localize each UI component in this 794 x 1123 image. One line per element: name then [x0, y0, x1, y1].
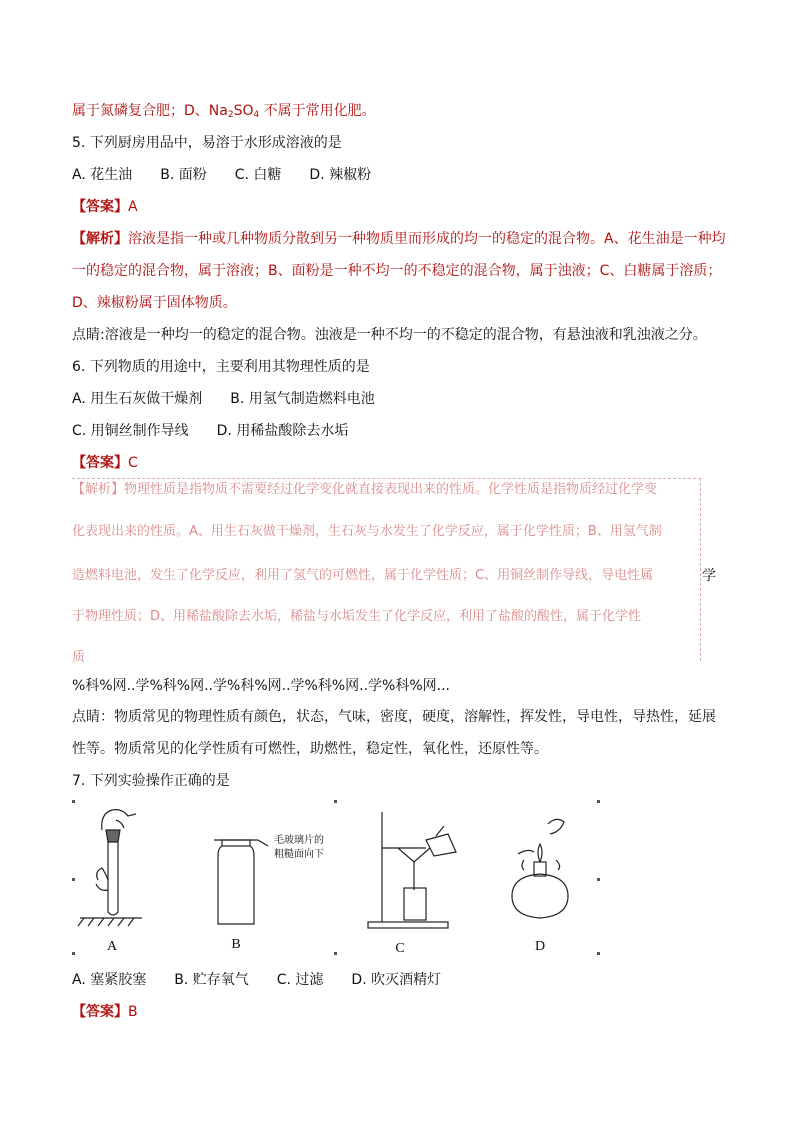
lab-operations-figure — [72, 800, 600, 960]
watermark-text: %科%网..学%科%网..学%科%网..学%科%网..学%科%网... — [72, 678, 450, 694]
figure-label-a: A — [106, 939, 118, 954]
question-6-analysis-1: 【解析】物理性质是指物质不需要经过化学变化就直接表现出来的性质。化学性质是指物质经过化学变 — [72, 482, 658, 497]
question-6-tip-2: 性等。物质常见的化学性质有可燃性，助燃性，稳定性，氧化性，还原性等。 — [72, 741, 548, 757]
filtration-drawing — [368, 812, 456, 928]
question-7: 7. 下列实验操作正确的是 — [72, 773, 230, 789]
lab-drawings — [72, 800, 600, 956]
question-6: 6. 下列物质的用途中，主要利用其物理性质的是 — [72, 359, 370, 375]
question-6-analysis-2: 化表现出来的性质。A、用生石灰做干燥剂，生石灰与水发生了化学反应，属于化学性质；B、用氢气制 — [72, 524, 662, 539]
gas-jar-drawing — [214, 840, 268, 924]
question-5-tip: 点睛:溶液是一种均一的稳定的混合物。浊液是一种不均一的不稳定的混合物，有悬浊液和乳浊液之分。 — [72, 327, 707, 343]
image-handle — [334, 952, 337, 955]
alcohol-lamp-drawing — [512, 819, 568, 918]
bottle-note-1: 毛玻璃片的 — [274, 835, 324, 846]
image-handle — [72, 952, 75, 955]
question-6-analysis-3: 造燃料电池，发生了化学反应，利用了氢气的可燃性，属于化学性质；C、用铜丝制作导线，导电性属 — [72, 568, 654, 583]
question-7-answer: 【答案】B — [72, 1004, 138, 1020]
bottle-note-2: 粗糙面向下 — [274, 849, 324, 860]
question-6-tip-1: 点睛：物质常见的物理性质有颜色，状态，气味，密度，硬度，溶解性，挥发性，导电性，导热性，延展 — [72, 709, 716, 725]
image-handle — [597, 952, 600, 955]
question-5: 5. 下列厨房用品中，易溶于水形成溶液的是 — [72, 135, 342, 151]
question-6-analysis-4: 于物理性质；D、用稀盐酸除去水垢，稀盐与水垢发生了化学反应，利用了盐酸的酸性，属于化学性 — [72, 609, 642, 624]
test-tube-stopper-drawing — [78, 810, 142, 926]
question-5-options: A. 花生油 B. 面粉 C. 白糖 D. 辣椒粉 — [72, 167, 372, 183]
figure-label-b: B — [231, 937, 241, 952]
question-6-options-ab: A. 用生石灰做干燥剂 B. 用氢气制造燃料电池 — [72, 391, 375, 407]
prev-answer-tail: 属于氮磷复合肥；D、$Na_2SO_4$ 不属于常用化肥。 — [72, 103, 376, 120]
question-6-analysis-stray-char: 学 — [702, 568, 716, 584]
question-6-answer: 【答案】C — [72, 455, 138, 471]
question-5-answer: 【答案】A — [72, 199, 138, 215]
figure-label-d: D — [534, 939, 546, 954]
figure-label-c: C — [395, 941, 405, 956]
question-5-analysis-3: D、辣椒粉属于固体物质。 — [72, 295, 237, 311]
question-7-options: A. 塞紧胶塞 B. 贮存氧气 C. 过滤 D. 吹灭酒精灯 — [72, 972, 442, 988]
question-5-analysis-1: 【解析】溶液是指一种或几种物质分散到另一种物质里而形成的均一的稳定的混合物。A、花生油是一种均 — [72, 231, 726, 247]
question-5-analysis-2: 一的稳定的混合物，属于溶液；B、面粉是一种不均一的不稳定的混合物，属于浊液；C、白糖属于溶质； — [72, 263, 722, 279]
question-6-analysis-5: 质 — [72, 650, 86, 665]
question-6-options-cd: C. 用铜丝制作导线 D. 用稀盐酸除去水垢 — [72, 423, 349, 439]
